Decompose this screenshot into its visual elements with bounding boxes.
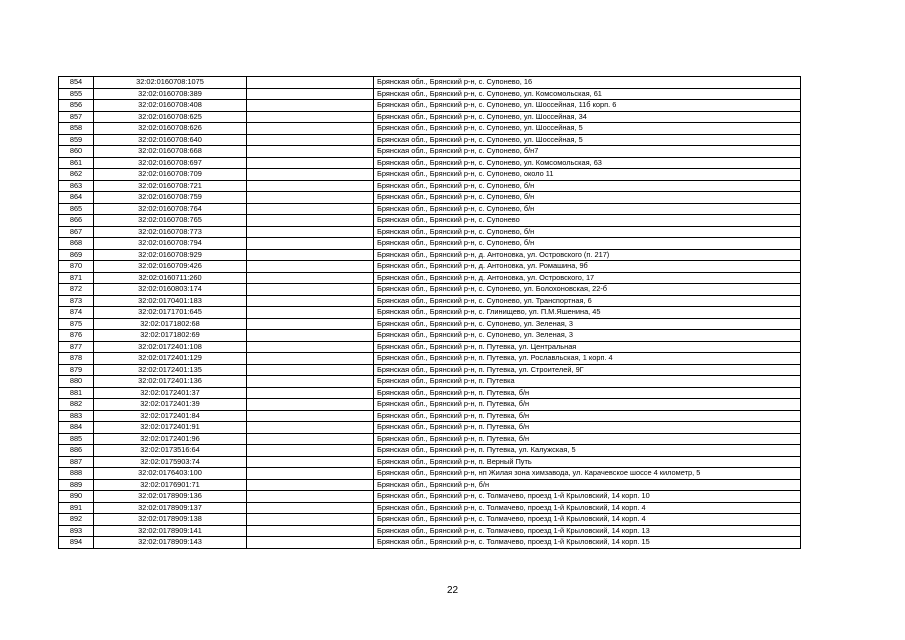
cadastral-number-cell: 32:02:0160708:640 — [94, 134, 247, 146]
empty-cell — [247, 272, 374, 284]
cadastral-number-cell: 32:02:0171802:68 — [94, 318, 247, 330]
row-number-cell: 880 — [59, 376, 94, 388]
address-cell: Брянская обл., Брянский р-н, с. Супонево, ул. Шоссейная, 5 — [374, 123, 801, 135]
table-row — [59, 226, 801, 238]
cadastral-number-cell: 32:02:0160803:174 — [94, 284, 247, 296]
address-cell: Брянская обл., Брянский р-н, п. Путевка, б/н — [374, 399, 801, 411]
address-cell: Брянская обл., Брянский р-н, с. Супонево, б/н — [374, 203, 801, 215]
table-row — [59, 307, 801, 319]
address-cell: Брянская обл., Брянский р-н, д. Антоновка, ул. Островского, 17 — [374, 272, 801, 284]
cadastral-number-cell: 32:02:0173516:64 — [94, 445, 247, 457]
row-number-cell: 882 — [59, 399, 94, 411]
cadastral-number-cell: 32:02:0172401:135 — [94, 364, 247, 376]
row-number-cell: 886 — [59, 445, 94, 457]
row-number-cell: 864 — [59, 192, 94, 204]
address-cell: Брянская обл., Брянский р-н, п. Путевка, б/н — [374, 422, 801, 434]
cadastral-number-cell: 32:02:0172401:37 — [94, 387, 247, 399]
address-cell: Брянская обл., Брянский р-н, с. Глинищево, ул. П.М.Яшенина, 45 — [374, 307, 801, 319]
row-number-cell: 869 — [59, 249, 94, 261]
cadastral-number-cell: 32:02:0160708:759 — [94, 192, 247, 204]
cadastral-number-cell: 32:02:0178909:143 — [94, 537, 247, 549]
table-row — [59, 364, 801, 376]
empty-cell — [247, 491, 374, 503]
address-cell: Брянская обл., Брянский р-н, п. Путевка, б/н — [374, 387, 801, 399]
table-row — [59, 456, 801, 468]
empty-cell — [247, 134, 374, 146]
property-table — [58, 76, 801, 549]
table-row — [59, 100, 801, 112]
empty-cell — [247, 123, 374, 135]
table-row — [59, 249, 801, 261]
row-number-cell: 876 — [59, 330, 94, 342]
row-number-cell: 867 — [59, 226, 94, 238]
table-row — [59, 134, 801, 146]
table-row — [59, 238, 801, 250]
empty-cell — [247, 169, 374, 181]
table-row — [59, 203, 801, 215]
row-number-cell: 884 — [59, 422, 94, 434]
row-number-cell: 857 — [59, 111, 94, 123]
address-cell: Брянская обл., Брянский р-н, б/н — [374, 479, 801, 491]
empty-cell — [247, 284, 374, 296]
address-cell: Брянская обл., Брянский р-н, п. Путевка, б/н — [374, 410, 801, 422]
row-number-cell: 859 — [59, 134, 94, 146]
empty-cell — [247, 456, 374, 468]
empty-cell — [247, 502, 374, 514]
cadastral-number-cell: 32:02:0160708:408 — [94, 100, 247, 112]
empty-cell — [247, 192, 374, 204]
address-cell: Брянская обл., Брянский р-н, с. Супонево, б/н — [374, 226, 801, 238]
cadastral-number-cell: 32:02:0172401:96 — [94, 433, 247, 445]
address-cell: Брянская обл., Брянский р-н, с. Супонево, ул. Болохоновская, 22-б — [374, 284, 801, 296]
cadastral-number-cell: 32:02:0170401:183 — [94, 295, 247, 307]
table-row — [59, 514, 801, 526]
address-cell: Брянская обл., Брянский р-н, п. Путевка, ул. Калужская, 5 — [374, 445, 801, 457]
row-number-cell: 873 — [59, 295, 94, 307]
address-cell: Брянская обл., Брянский р-н, с. Супонево, ул. Шоссейная, 34 — [374, 111, 801, 123]
empty-cell — [247, 146, 374, 158]
empty-cell — [247, 330, 374, 342]
row-number-cell: 860 — [59, 146, 94, 158]
address-cell: Брянская обл., Брянский р-н, д. Антоновка, ул. Островского (п. 217) — [374, 249, 801, 261]
cadastral-number-cell: 32:02:0160708:668 — [94, 146, 247, 158]
row-number-cell: 872 — [59, 284, 94, 296]
cadastral-number-cell: 32:02:0172401:84 — [94, 410, 247, 422]
cadastral-number-cell: 32:02:0172401:136 — [94, 376, 247, 388]
table-row — [59, 399, 801, 411]
cadastral-number-cell: 32:02:0160708:626 — [94, 123, 247, 135]
empty-cell — [247, 514, 374, 526]
row-number-cell: 887 — [59, 456, 94, 468]
empty-cell — [247, 364, 374, 376]
cadastral-number-cell: 32:02:0160708:773 — [94, 226, 247, 238]
table-row — [59, 491, 801, 503]
table-row — [59, 479, 801, 491]
empty-cell — [247, 261, 374, 273]
row-number-cell: 892 — [59, 514, 94, 526]
empty-cell — [247, 249, 374, 261]
row-number-cell: 856 — [59, 100, 94, 112]
empty-cell — [247, 387, 374, 399]
address-cell: Брянская обл., Брянский р-н, с. Супонево, ул. Комсомольская, 63 — [374, 157, 801, 169]
row-number-cell: 865 — [59, 203, 94, 215]
address-cell: Брянская обл., Брянский р-н, п. Путевка, ул. Строителей, 9Г — [374, 364, 801, 376]
table-row — [59, 525, 801, 537]
empty-cell — [247, 238, 374, 250]
cadastral-number-cell: 32:02:0172401:108 — [94, 341, 247, 353]
address-cell: Брянская обл., Брянский р-н, с. Супонево, б/н — [374, 192, 801, 204]
row-number-cell: 861 — [59, 157, 94, 169]
cadastral-number-cell: 32:02:0160708:389 — [94, 88, 247, 100]
cadastral-number-cell: 32:02:0172401:91 — [94, 422, 247, 434]
address-cell: Брянская обл., Брянский р-н, с. Супонево, ул. Зеленая, 3 — [374, 330, 801, 342]
row-number-cell: 854 — [59, 77, 94, 89]
row-number-cell: 863 — [59, 180, 94, 192]
table-row — [59, 169, 801, 181]
cadastral-number-cell: 32:02:0178909:141 — [94, 525, 247, 537]
empty-cell — [247, 422, 374, 434]
row-number-cell: 877 — [59, 341, 94, 353]
row-number-cell: 855 — [59, 88, 94, 100]
cadastral-number-cell: 32:02:0178909:137 — [94, 502, 247, 514]
row-number-cell: 874 — [59, 307, 94, 319]
table-body — [59, 77, 801, 549]
empty-cell — [247, 399, 374, 411]
cadastral-number-cell: 32:02:0175903:74 — [94, 456, 247, 468]
row-number-cell: 893 — [59, 525, 94, 537]
cadastral-number-cell: 32:02:0172401:39 — [94, 399, 247, 411]
row-number-cell: 870 — [59, 261, 94, 273]
table-row — [59, 77, 801, 89]
cadastral-number-cell: 32:02:0160708:1075 — [94, 77, 247, 89]
empty-cell — [247, 295, 374, 307]
cadastral-number-cell: 32:02:0160708:765 — [94, 215, 247, 227]
empty-cell — [247, 341, 374, 353]
address-cell: Брянская обл., Брянский р-н, с. Супонево, б/н — [374, 238, 801, 250]
address-cell: Брянская обл., Брянский р-н, с. Толмачево, проезд 1-й Крыловский, 14 корп. 4 — [374, 514, 801, 526]
address-cell: Брянская обл., Брянский р-н, с. Толмачево, проезд 1-й Крыловский, 14 корп. 13 — [374, 525, 801, 537]
table-row — [59, 261, 801, 273]
cadastral-number-cell: 32:02:0160708:625 — [94, 111, 247, 123]
empty-cell — [247, 410, 374, 422]
table-row — [59, 215, 801, 227]
empty-cell — [247, 111, 374, 123]
address-cell: Брянская обл., Брянский р-н, с. Супонево, ул. Шоссейная, 5 — [374, 134, 801, 146]
empty-cell — [247, 77, 374, 89]
table-row — [59, 468, 801, 480]
cadastral-number-cell: 32:02:0176901:71 — [94, 479, 247, 491]
empty-cell — [247, 100, 374, 112]
address-cell: Брянская обл., Брянский р-н, с. Супонево, ул. Зеленая, 3 — [374, 318, 801, 330]
cadastral-number-cell: 32:02:0160708:709 — [94, 169, 247, 181]
cadastral-number-cell: 32:02:0171802:69 — [94, 330, 247, 342]
empty-cell — [247, 433, 374, 445]
row-number-cell: 871 — [59, 272, 94, 284]
table-row — [59, 146, 801, 158]
table-row — [59, 123, 801, 135]
row-number-cell: 891 — [59, 502, 94, 514]
address-cell: Брянская обл., Брянский р-н, п. Верный Путь — [374, 456, 801, 468]
cadastral-number-cell: 32:02:0171701:645 — [94, 307, 247, 319]
empty-cell — [247, 479, 374, 491]
empty-cell — [247, 307, 374, 319]
row-number-cell: 889 — [59, 479, 94, 491]
table-row — [59, 88, 801, 100]
table-row — [59, 341, 801, 353]
address-cell: Брянская обл., Брянский р-н, с. Супонево, 16 — [374, 77, 801, 89]
row-number-cell: 894 — [59, 537, 94, 549]
empty-cell — [247, 157, 374, 169]
empty-cell — [247, 376, 374, 388]
empty-cell — [247, 215, 374, 227]
address-cell: Брянская обл., Брянский р-н, п. Путевка, б/н — [374, 433, 801, 445]
empty-cell — [247, 226, 374, 238]
address-cell: Брянская обл., Брянский р-н, д. Антоновка, ул. Ромашина, 9б — [374, 261, 801, 273]
address-cell: Брянская обл., Брянский р-н, с. Супонево, б/н7 — [374, 146, 801, 158]
row-number-cell: 885 — [59, 433, 94, 445]
table-row — [59, 422, 801, 434]
row-number-cell: 875 — [59, 318, 94, 330]
table-row — [59, 353, 801, 365]
table-row — [59, 376, 801, 388]
empty-cell — [247, 318, 374, 330]
cadastral-number-cell: 32:02:0160708:794 — [94, 238, 247, 250]
address-cell: Брянская обл., Брянский р-н, с. Супонево — [374, 215, 801, 227]
row-number-cell: 890 — [59, 491, 94, 503]
cadastral-number-cell: 32:02:0178909:136 — [94, 491, 247, 503]
address-cell: Брянская обл., Брянский р-н, п. Путевка — [374, 376, 801, 388]
empty-cell — [247, 180, 374, 192]
table-row — [59, 537, 801, 549]
table-row — [59, 318, 801, 330]
cadastral-number-cell: 32:02:0160709:426 — [94, 261, 247, 273]
empty-cell — [247, 88, 374, 100]
row-number-cell: 888 — [59, 468, 94, 480]
row-number-cell: 879 — [59, 364, 94, 376]
table-row — [59, 157, 801, 169]
row-number-cell: 878 — [59, 353, 94, 365]
table-row — [59, 192, 801, 204]
cadastral-number-cell: 32:02:0160708:721 — [94, 180, 247, 192]
address-cell: Брянская обл., Брянский р-н, с. Толмачево, проезд 1-й Крыловский, 14 корп. 10 — [374, 491, 801, 503]
table-row — [59, 284, 801, 296]
row-number-cell: 868 — [59, 238, 94, 250]
empty-cell — [247, 537, 374, 549]
row-number-cell: 881 — [59, 387, 94, 399]
address-cell: Брянская обл., Брянский р-н, с. Супонево, ул. Шоссейная, 11б корп. 6 — [374, 100, 801, 112]
cadastral-number-cell: 32:02:0178909:138 — [94, 514, 247, 526]
row-number-cell: 883 — [59, 410, 94, 422]
address-cell: Брянская обл., Брянский р-н, с. Супонево, около 11 — [374, 169, 801, 181]
address-cell: Брянская обл., Брянский р-н, с. Супонево, ул. Комсомольская, 61 — [374, 88, 801, 100]
empty-cell — [247, 203, 374, 215]
table-row — [59, 272, 801, 284]
address-cell: Брянская обл., Брянский р-н, с. Супонево, ул. Транспортная, 6 — [374, 295, 801, 307]
empty-cell — [247, 445, 374, 457]
cadastral-number-cell: 32:02:0160708:929 — [94, 249, 247, 261]
cadastral-number-cell: 32:02:0172401:129 — [94, 353, 247, 365]
table-row — [59, 330, 801, 342]
table-row — [59, 111, 801, 123]
row-number-cell: 858 — [59, 123, 94, 135]
address-cell: Брянская обл., Брянский р-н, с. Толмачево, проезд 1-й Крыловский, 14 корп. 4 — [374, 502, 801, 514]
table-row — [59, 445, 801, 457]
cadastral-number-cell: 32:02:0176403:100 — [94, 468, 247, 480]
address-cell: Брянская обл., Брянский р-н, с. Супонево, б/н — [374, 180, 801, 192]
table-row — [59, 502, 801, 514]
address-cell: Брянская обл., Брянский р-н, п. Путевка, ул. Рославльская, 1 корп. 4 — [374, 353, 801, 365]
table-row — [59, 180, 801, 192]
table-row — [59, 410, 801, 422]
address-cell: Брянская обл., Брянский р-н, п. Путевка, ул. Центральная — [374, 341, 801, 353]
empty-cell — [247, 468, 374, 480]
empty-cell — [247, 525, 374, 537]
cadastral-number-cell: 32:02:0160708:764 — [94, 203, 247, 215]
row-number-cell: 862 — [59, 169, 94, 181]
table-row — [59, 295, 801, 307]
empty-cell — [247, 353, 374, 365]
row-number-cell: 866 — [59, 215, 94, 227]
address-cell: Брянская обл., Брянский р-н, нп Жилая зона химзавода, ул. Карачевское шоссе 4 километр, 5 — [374, 468, 801, 480]
table-row — [59, 387, 801, 399]
page-number: 22 — [446, 585, 459, 596]
cadastral-number-cell: 32:02:0160708:697 — [94, 157, 247, 169]
table-row — [59, 433, 801, 445]
cadastral-number-cell: 32:02:0160711:260 — [94, 272, 247, 284]
address-cell: Брянская обл., Брянский р-н, с. Толмачево, проезд 1-й Крыловский, 14 корп. 15 — [374, 537, 801, 549]
